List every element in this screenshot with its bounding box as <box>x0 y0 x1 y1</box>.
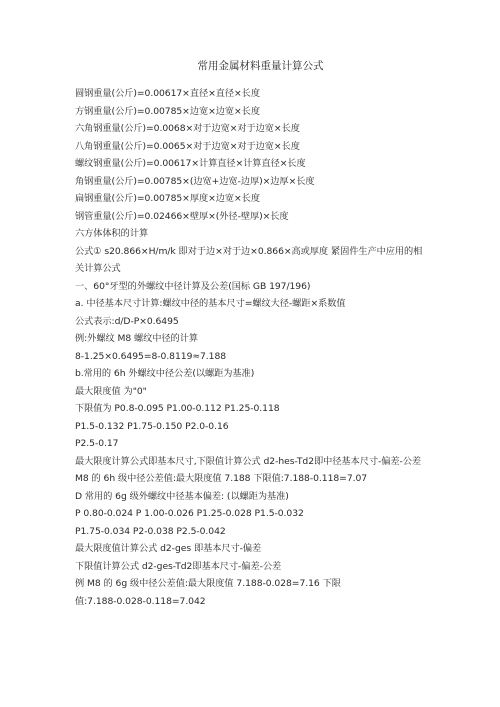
text-line: 六方体体积的计算 <box>75 228 149 239</box>
text-line: 六角钢重量(公斤)=0.0068×对于边宽×对于边宽×长度 <box>75 123 300 134</box>
text-line: 方钢重量(公斤)=0.00785×边宽×边宽×长度 <box>75 105 260 117</box>
text-line: P1.5-0.132 P1.75-0.150 P2.0-0.16 <box>75 420 229 432</box>
text-line: P2.5-0.17 <box>75 438 119 449</box>
text-line: 角钢重量(公斤)=0.00785×(边宽+边宽-边厚)×边厚×长度 <box>75 175 315 187</box>
text-line: D 常用的 6g 级外螺纹中径基本偏差: (以螺距为基准) <box>75 490 289 502</box>
text-line: 八角钢重量(公斤)=0.0065×对于边宽×对于边宽×长度 <box>75 140 300 152</box>
text-line: 例 M8 的 6g 级中径公差值:最大限度值 7.188-0.028=7.16 下限 <box>75 578 341 589</box>
text-line: 圆钢重量(公斤)=0.00617×直径×直径×长度 <box>75 88 260 99</box>
text-line: P1.75-0.034 P2-0.038 P2.5-0.042 <box>75 525 226 537</box>
text-line: 下限值计算公式 d2-ges-Td2即基本尺寸-偏差-公差 <box>75 560 282 572</box>
text-line: 最大限度计算公式即基本尺寸,下限值计算公式 d2-hes-Td2即中径基本尺寸-偏差-公差 <box>75 455 422 467</box>
document-body <box>75 85 440 610</box>
text-line: 8-1.25×0.6495=8-0.8119≈7.188 <box>75 350 227 362</box>
text-line: 公式① s20.866×H/m/k 即对于边×对于边×0.866×高或厚度 紧固件生产中应用的相 <box>75 245 423 257</box>
document-title: 常用金属材料重量计算公式 <box>197 60 324 72</box>
text-line: 螺纹钢重量(公斤)=0.00617×计算直径×计算直径×长度 <box>75 158 306 169</box>
text-line: a. 中径基本尺寸计算:螺纹中径的基本尺寸=螺纹大径-螺距×系数值 <box>75 298 346 309</box>
text-line: 下限值为 P0.8-0.095 P1.00-0.112 P1.25-0.118 <box>75 403 280 414</box>
text-line: 公式表示:d/D-P×0.6495 <box>75 315 179 327</box>
text-line: M8 的 6h 级中径公差值:最大限度值 7.188 下限值:7.188-0.118=7.07 <box>75 473 368 484</box>
text-line: 钢管重量(公斤)=0.02466×壁厚×(外径-壁厚)×长度 <box>75 210 289 222</box>
text-line: 例:外螺纹 M8 螺纹中径的计算 <box>75 333 198 344</box>
text-line: 最大限度值计算公式 d2-ges 即基本尺寸-偏差 <box>75 543 262 554</box>
text-line: 值:7.188-0.028-0.118=7.042 <box>75 595 206 607</box>
text-line: 一、60°牙型的外螺纹中径计算及公差(国标 GB 197/196) <box>75 280 311 292</box>
text-line: 扁钢重量(公斤)=0.00785×厚度×边宽×长度 <box>75 193 260 204</box>
text-line: 最大限度值 为"0" <box>75 385 147 397</box>
text-line: 关计算公式 <box>75 263 121 274</box>
text-line: P 0.80-0.024 P 1.00-0.026 P1.25-0.028 P1.5-0.032 <box>75 508 304 519</box>
text-line: b.常用的 6h 外螺纹中径公差(以螺距为基准) <box>75 368 255 379</box>
